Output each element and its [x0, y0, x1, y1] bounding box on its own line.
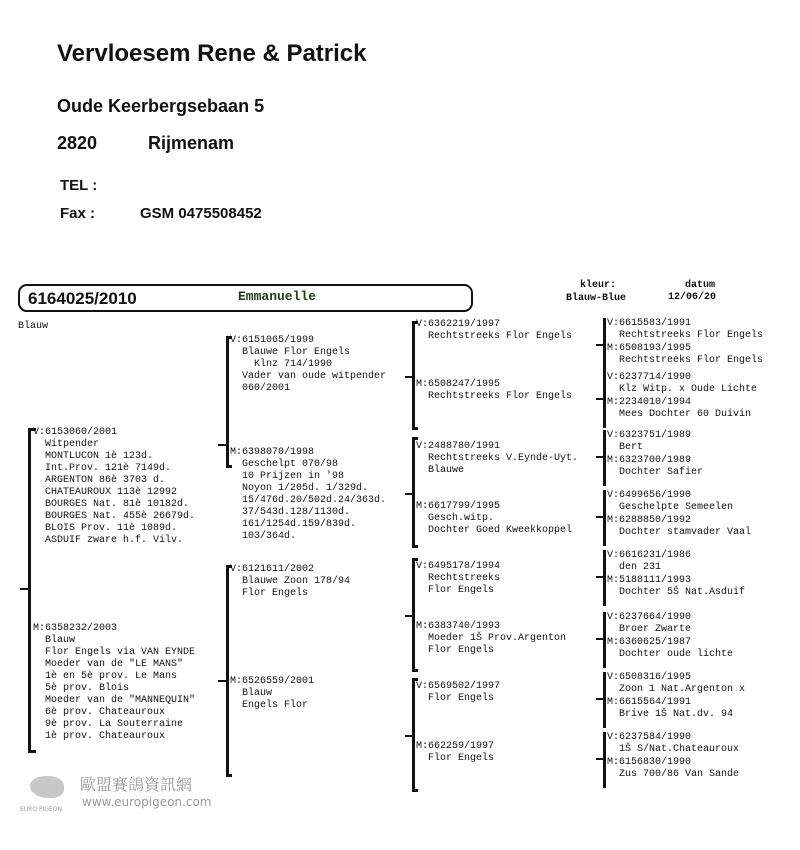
ring-number: 6237714/1990	[619, 372, 692, 383]
watermark-url: www.europigeon.com	[82, 795, 212, 809]
ring-number: 6508316/1995	[619, 672, 692, 683]
parent-label: M:	[416, 621, 429, 632]
pedigree-entry	[607, 430, 797, 454]
parent-label: V:	[607, 550, 620, 561]
pedigree-entry	[607, 490, 797, 514]
entry-line: 9è prov. La Souterraine	[45, 719, 184, 730]
entry-line: Brive 1Š Nat.dv. 94	[619, 709, 734, 720]
pedigree-entry	[607, 343, 797, 367]
pedigree-entry	[607, 672, 797, 696]
entry-line: Gesch.witp.	[428, 513, 495, 524]
pedigree-bracket-line	[20, 588, 30, 590]
entry-line: Broer Zwarte	[619, 624, 692, 635]
watermark-chinese: 歐盟賽鴿資訊網	[80, 775, 193, 794]
color-label: kleur:	[580, 280, 617, 291]
pedigree-bracket-line	[603, 490, 606, 546]
parent-label: M:	[230, 676, 243, 687]
pedigree-entry	[607, 318, 797, 342]
ring-number: 6499656/1990	[619, 490, 692, 501]
parent-label: M:	[416, 379, 429, 390]
pedigree-entry	[607, 732, 797, 756]
entry-line: Flor Engels	[428, 753, 495, 764]
parent-label: V:	[230, 335, 243, 346]
ring-number: 6617799/1995	[428, 501, 501, 512]
ring-number: 6508247/1995	[428, 379, 501, 390]
tel-label: TEL :	[60, 177, 98, 194]
parent-label: V:	[416, 441, 429, 452]
entry-line: Mees Dochter 60 Duivin	[619, 409, 752, 420]
pedigree-bracket-line	[28, 750, 36, 753]
entry-line: 161/1254d.159/839d.	[242, 519, 357, 530]
pedigree-bracket-line	[596, 516, 605, 518]
pedigree-entry	[416, 501, 596, 537]
pedigree-entry	[230, 335, 406, 395]
owner-street: Oude Keerbergsebaan 5	[57, 96, 265, 116]
pedigree-entry	[607, 575, 797, 599]
entry-line: Blauwe Zoon 178/94	[242, 576, 351, 587]
entry-line: Rechtstreeks V.Eynde-Uyt.	[428, 453, 579, 464]
parent-label: V:	[416, 561, 429, 572]
parent-label: V:	[607, 732, 620, 743]
parent-label: M:	[607, 455, 620, 466]
entry-line: 15/476d.20/502d.24/363d.	[242, 495, 387, 506]
ring-number: 6237664/1990	[619, 612, 692, 623]
entry-line: 060/2001	[242, 383, 291, 394]
entry-line: Flor Engels	[428, 645, 495, 656]
parent-label: V:	[416, 319, 429, 330]
entry-line: BOURGES Nat. 455è 26679d.	[45, 511, 196, 522]
parent-label: M:	[607, 397, 620, 408]
parent-label: M:	[416, 741, 429, 752]
owner-name: Vervloesem Rene & Patrick	[57, 40, 367, 67]
ring-number: 2488780/1991	[428, 441, 501, 452]
pedigree-bracket-line	[412, 669, 418, 672]
pedigree-entry	[416, 681, 596, 705]
entry-line: Dochter 5Š Nat.Asduif	[619, 587, 746, 598]
ring-number: 6156830/1990	[619, 757, 692, 768]
pedigree-bracket-line	[596, 758, 605, 760]
parent-label: V:	[230, 564, 243, 575]
ring-number: 6526559/2001	[242, 676, 315, 687]
pigeon-color: Blauw-Blue	[566, 293, 627, 304]
entry-line: Klz Witp. x Oude Lichte	[619, 384, 758, 395]
entry-line: 1Š S/Nat.Chateauroux	[619, 744, 740, 755]
pedigree-bracket-line	[28, 428, 31, 753]
dove-logo-icon	[30, 776, 64, 798]
ring-number: 6616231/1986	[619, 550, 692, 561]
entry-line: Dochter Safier	[619, 467, 704, 478]
parent-label: V:	[607, 318, 620, 329]
entry-line: Bert	[619, 442, 644, 453]
watermark	[12, 770, 232, 820]
entry-line: 10 Prijzen in '98	[242, 471, 345, 482]
pedigree-entry	[607, 612, 797, 636]
entry-line: Blauwe	[428, 465, 465, 476]
parent-label: V:	[416, 681, 429, 692]
pedigree-bracket-line	[603, 318, 606, 374]
entry-line: CHATEAUROUX 113è 12992	[45, 487, 178, 498]
entry-line: Rechtstreeks Flor Engels	[619, 330, 764, 341]
entry-line: den 231	[619, 562, 662, 573]
entry-line: Geschelpte Semeelen	[619, 502, 734, 513]
owner-city: Rijmenam	[148, 133, 235, 153]
entry-line: BOURGES Nat. 81è 10182d.	[45, 499, 190, 510]
entry-line: 37/543d.128/1130d.	[242, 507, 351, 518]
pedigree-entry	[607, 397, 797, 421]
entry-line: MONTLUCON 1è 123d.	[45, 451, 154, 462]
ring-number: 6360625/1987	[619, 637, 692, 648]
entry-line: 103/364d.	[242, 531, 297, 542]
entry-line: 6è prov. Chateauroux	[45, 707, 166, 718]
pedigree-entry	[230, 564, 406, 600]
entry-line: BLOIS Prov. 11è 1089d.	[45, 523, 178, 534]
ring-number: 6495178/1994	[428, 561, 501, 572]
entry-line: Witpender	[45, 439, 100, 450]
parent-label: M:	[607, 515, 620, 526]
parent-label: V:	[607, 490, 620, 501]
ring-number: 6615583/1991	[619, 318, 692, 329]
pedigree-bracket-line	[603, 612, 606, 668]
pedigree-entry	[33, 427, 221, 547]
parent-label: V:	[33, 427, 46, 438]
ring-number: 6383740/1993	[428, 621, 501, 632]
pigeon-date: 12/06/20	[668, 292, 717, 303]
date-label: datum	[685, 280, 716, 291]
pedigree-bracket-line	[405, 376, 414, 378]
entry-line: Moeder 1Š Prov.Argenton	[428, 633, 567, 644]
entry-line: ASDUIF zware h.f. Vilv.	[45, 535, 184, 546]
entry-line: Noyon 1/205d. 1/329d.	[242, 483, 369, 494]
entry-line: Geschelpt 070/98	[242, 459, 339, 470]
ring-number: 662259/1997	[428, 741, 495, 752]
entry-line: Flor Engels	[428, 585, 495, 596]
parent-label: M:	[33, 623, 46, 634]
pedigree-entry	[607, 515, 797, 539]
pedigree-entry	[416, 741, 596, 765]
ring-number: 6362219/1997	[428, 319, 501, 330]
fax-value: GSM 0475508452	[140, 205, 262, 222]
entry-line: Dochter stamvader Vaal	[619, 527, 752, 538]
ring-number: 5188111/1993	[619, 575, 692, 586]
parent-label: V:	[607, 372, 620, 383]
ring-number: 6121611/2002	[242, 564, 315, 575]
ring-number: 6615564/1991	[619, 697, 692, 708]
pedigree-bracket-line	[603, 550, 606, 606]
entry-line: Klnz 714/1990	[242, 359, 333, 370]
pedigree-bracket-line	[596, 638, 605, 640]
entry-line: Flor Engels via VAN EYNDE	[45, 647, 196, 658]
entry-line: 5è prov. Blois	[45, 683, 130, 694]
entry-line: Blauwe Flor Engels	[242, 347, 351, 358]
pedigree-entry	[607, 697, 797, 721]
entry-line: Flor Engels	[242, 588, 309, 599]
pedigree-bracket-line	[405, 493, 414, 495]
ring-number: 6288850/1992	[619, 515, 692, 526]
pedigree-bracket-line	[603, 430, 606, 486]
pedigree-bracket-line	[596, 698, 605, 700]
pedigree-entry	[416, 561, 596, 597]
entry-line: Rechtstreeks Flor Engels	[619, 355, 764, 366]
entry-line: Moeder van de "MANNEQUIN"	[45, 695, 196, 706]
pedigree-bracket-line	[596, 576, 605, 578]
entry-line: Dochter Goed Kweekkoppel	[428, 525, 573, 536]
entry-line: Engels Flor	[242, 700, 309, 711]
pedigree-entry	[416, 379, 596, 403]
pedigree-bracket-line	[603, 732, 606, 788]
parent-label: M:	[607, 343, 620, 354]
ring-number: 6323700/1989	[619, 455, 692, 466]
entry-line: Rechtstreeks	[428, 573, 501, 584]
parent-label: V:	[607, 672, 620, 683]
owner-postcode: 2820	[57, 133, 98, 153]
watermark-small: EURO PIGEON	[20, 806, 63, 813]
pedigree-bracket-line	[596, 344, 605, 346]
entry-line: Blauw	[242, 688, 273, 699]
ring-number: 6508193/1995	[619, 343, 692, 354]
pedigree-entry	[607, 550, 797, 574]
parent-label: V:	[607, 430, 620, 441]
pedigree-entry	[230, 447, 406, 543]
pedigree-bracket-line	[405, 615, 414, 617]
pedigree-bracket-line	[218, 444, 228, 446]
pedigree-entry	[607, 757, 797, 781]
pedigree-entry	[607, 372, 797, 396]
parent-label: M:	[607, 637, 620, 648]
pedigree-entry	[416, 319, 596, 343]
parent-label: V:	[607, 612, 620, 623]
pedigree-bracket-line	[596, 456, 605, 458]
pigeon-description: Blauw	[18, 321, 49, 332]
pedigree-bracket-line	[603, 372, 606, 428]
entry-line: Rechtstreeks Flor Engels	[428, 391, 573, 402]
pedigree-entry	[33, 623, 221, 743]
pedigree-bracket-line	[596, 398, 605, 400]
parent-label: M:	[607, 697, 620, 708]
ring-number: 6358232/2003	[45, 623, 118, 634]
pedigree-bracket-line	[412, 437, 418, 440]
entry-line: Zoon 1 Nat.Argenton x	[619, 684, 746, 695]
parent-label: M:	[230, 447, 243, 458]
ring-number: 2234010/1994	[619, 397, 692, 408]
parent-label: M:	[607, 575, 620, 586]
parent-label: M:	[607, 757, 620, 768]
ring-number: 6153060/2001	[45, 427, 118, 438]
pedigree-bracket-line	[226, 565, 229, 777]
ring-number: 6237584/1990	[619, 732, 692, 743]
entry-line: Dochter oude lichte	[619, 649, 734, 660]
entry-line: ARGENTON 86è 3703 d.	[45, 475, 166, 486]
entry-line: Flor Engels	[428, 693, 495, 704]
pedigree-bracket-line	[218, 680, 228, 682]
pedigree-entry	[607, 637, 797, 661]
pedigree-bracket-line	[412, 545, 418, 548]
entry-line: Vader van oude witpender	[242, 371, 387, 382]
pedigree-entry	[416, 441, 596, 477]
ring-number: 6569502/1997	[428, 681, 501, 692]
pedigree-bracket-line	[412, 427, 418, 430]
ring-number: 6151065/1999	[242, 335, 315, 346]
pedigree-entry	[607, 455, 797, 479]
pedigree-entry	[230, 676, 406, 712]
pedigree-bracket-line	[405, 735, 414, 737]
pedigree-bracket-line	[226, 336, 229, 468]
pedigree-bracket-line	[603, 672, 606, 728]
pedigree-entry	[416, 621, 596, 657]
ring-number: 6323751/1989	[619, 430, 692, 441]
entry-line: 1è en 5è prov. Le Mans	[45, 671, 178, 682]
entry-line: Moeder van de "LE MANS"	[45, 659, 184, 670]
fax-label: Fax :	[60, 205, 96, 222]
entry-line: Rechtstreeks Flor Engels	[428, 331, 573, 342]
parent-label: M:	[416, 501, 429, 512]
entry-line: Zus 700/86 Van Sande	[619, 769, 740, 780]
pigeon-ring: 6164025/2010	[28, 289, 137, 308]
ring-number: 6398070/1998	[242, 447, 315, 458]
pigeon-name: Emmanuelle	[238, 289, 317, 304]
pedigree-bracket-line	[412, 789, 418, 792]
entry-line: Blauw	[45, 635, 76, 646]
entry-line: Int.Prov. 121è 7149d.	[45, 463, 172, 474]
entry-line: 1è prov. Chateauroux	[45, 731, 166, 742]
